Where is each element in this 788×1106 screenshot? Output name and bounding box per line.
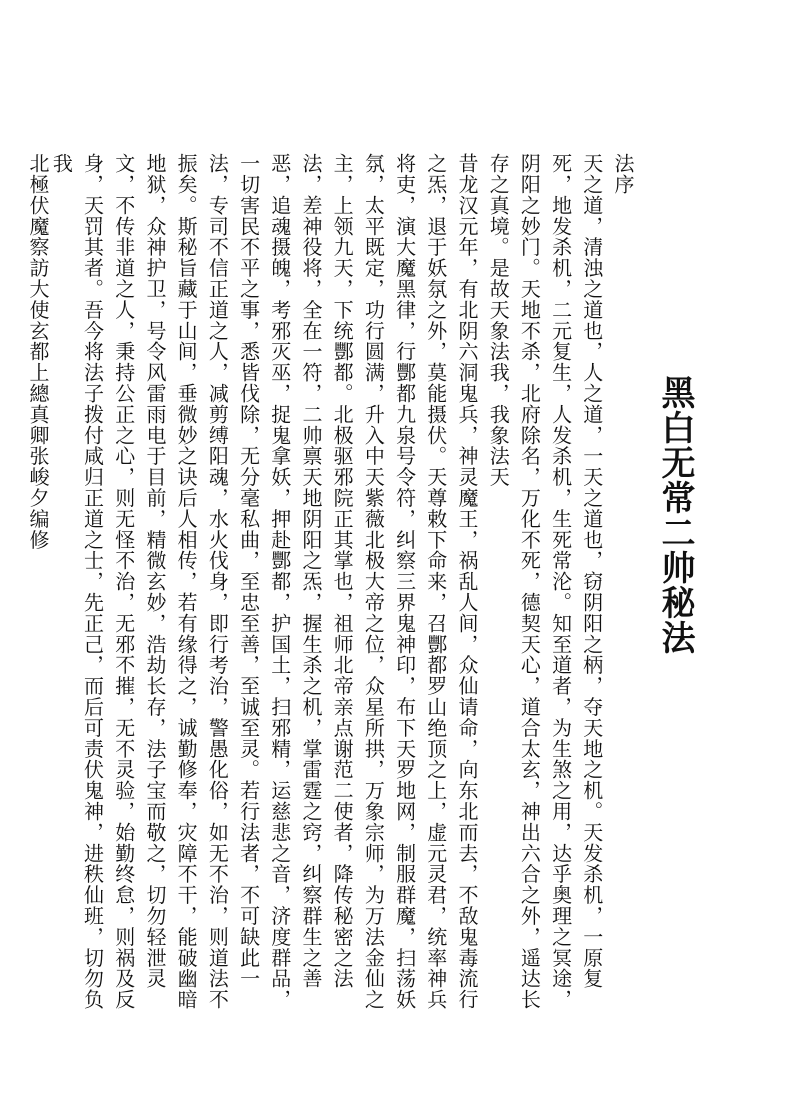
text-column: 地狱，众神护卫，号令风雷雨电于目前，精微玄妙，浩劫长存，法子宝而敬之，切勿轻泄灵 bbox=[142, 153, 167, 989]
text-column: 之炁，退于妖氛之外，莫能摄伏。天尊敕下命来，召酆都罗山绝顶之上，虚元灵君，统率神兵 bbox=[423, 153, 448, 1010]
text-column: 法，专司不信正道之人，减剪缚阳魂，水火伐身，即行考治，警愚化俗，如无不治，则道法不 bbox=[205, 153, 230, 1010]
section-heading: 法序 bbox=[611, 153, 635, 195]
document-title: 黑白无常二帅秘法 bbox=[655, 375, 695, 655]
text-column: 我 bbox=[49, 153, 74, 174]
text-column: 振矣。斯秘旨藏于山间，垂微妙之诀后人相传，若有缘得之，诚勤修奉，灾障不干，能破幽暗 bbox=[174, 153, 199, 1010]
text-column: 恶，追魂摄魄，考邪灭巫，捉鬼拿妖，押赴酆都，护国土，扫邪精，运慈悲之音，济度群品， bbox=[267, 153, 292, 1010]
text-column: 文，不传非道之人，秉持公正之心，则无怪不治，无邪不摧，无不灵验，始勤终怠，则祸及反 bbox=[111, 153, 136, 1010]
author-signature: 北極伏魔察訪大使玄都上總真卿张峻夕编修 bbox=[26, 153, 50, 551]
text-column: 氛，太平既定，功行圆满，升入中天紫薇北极大帝之位，众星所拱，万象宗师，为万法金仙之 bbox=[361, 153, 386, 1010]
text-column: 将吏，演大魔黑律，行酆都九泉号令符，纠察三界鬼神印，布下天罗地网，制服群魔，扫荡妖 bbox=[392, 153, 417, 1010]
text-column: 天之道，清浊之道也，人之道，一天之道也，窃阴阳之柄，夺天地之机。天发杀机，一原复 bbox=[579, 153, 604, 989]
text-column: 存之真境。是故天象法我，我象法天 bbox=[486, 153, 511, 488]
text-column: 主，上领九天，下统酆都。北极驱邪院正其掌也，祖师北帝亲点谢范二使者，降传秘密之法 bbox=[330, 153, 355, 989]
text-column: 昔龙汉元年，有北阴六洞鬼兵，神灵魔王，祸乱人间，众仙请命，向东北而去，不敌鬼毒流行 bbox=[454, 153, 479, 1010]
text-column: 一切害民不平之事，悉皆伐除，无分毫私曲，至忠至善，至诚至灵。若行法者，不可缺此一 bbox=[236, 153, 261, 989]
text-column: 阴阳之妙门。天地不杀，北府除名，万化不死，德契天心，道合太玄，神出六合之外，遥达长 bbox=[517, 153, 542, 1010]
text-column: 死，地发杀机，二元复生，人发杀机，生死常沦。知至道者，为生煞之用，达乎奥理之冥途， bbox=[548, 153, 573, 1010]
document-body bbox=[45, 153, 638, 1010]
text-column: 法，差神役将，全在一符，二帅禀天地阴阳之炁，握生杀之机，掌雷霆之窍，纠察群生之善 bbox=[298, 153, 323, 989]
text-column: 身，天罚其者。吾今将法子拨付咸归正道之士，先正己，而后可责伏鬼神，进秩仙班，切勿负 bbox=[80, 153, 105, 1010]
